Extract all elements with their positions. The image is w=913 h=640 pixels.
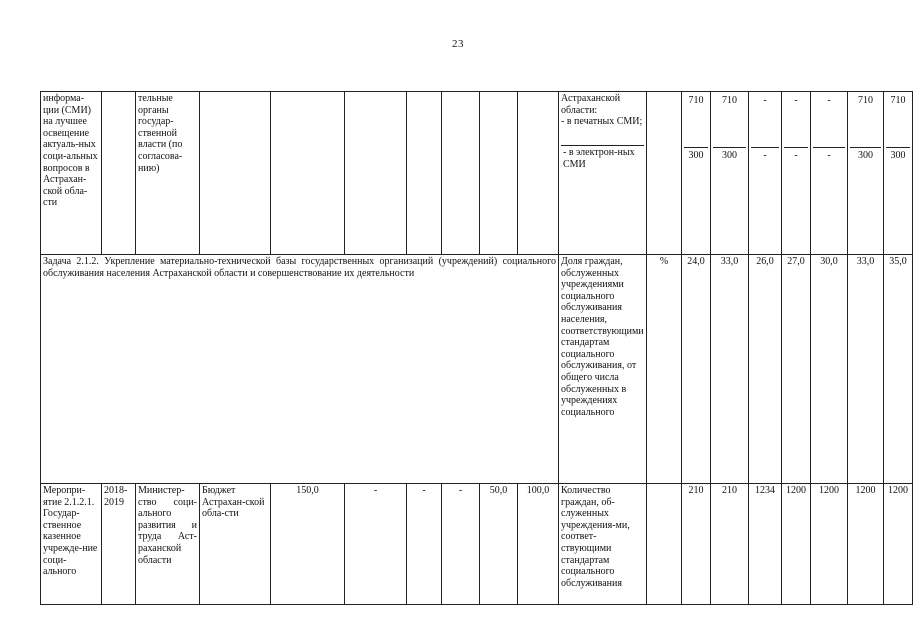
task-cell: Задача 2.1.2. Укрепление материально-технической базы государственных организаций (учреждений) социального обслуживания населения Астраханской области и совершенствование их деятельности (41, 255, 559, 484)
value-cell: - - (749, 92, 782, 255)
indicator-head: Астраханской области: (561, 93, 621, 116)
value-cell: 1234 (749, 484, 782, 605)
value-cell: 24,0 (682, 255, 711, 484)
finance-cell: 50,0 (480, 484, 518, 605)
indicator-print-media: - в печатных СМИ; (561, 116, 643, 128)
finance-cell (480, 92, 518, 255)
value-cell: 710 300 (848, 92, 884, 255)
finance-total-cell (271, 92, 345, 255)
finance-cell: - (345, 484, 407, 605)
source-cell: Бюджет Астрахан-ской обла-сти (200, 484, 271, 605)
value-cell: 26,0 (749, 255, 782, 484)
value-cell: 30,0 (811, 255, 848, 484)
finance-total-cell: 150,0 (271, 484, 345, 605)
page-number: 23 (452, 38, 464, 50)
years-cell: 2018-2019 (102, 484, 136, 605)
table-row (41, 484, 913, 605)
finance-cell: - (442, 484, 480, 605)
value-cell: 1200 (848, 484, 884, 605)
value-cell: 1200 (884, 484, 913, 605)
value-cell: 710 300 (711, 92, 749, 255)
value-cell: 35,0 (884, 255, 913, 484)
years-cell (102, 92, 136, 255)
value-cell: - - (811, 92, 848, 255)
indicator-cell: Количество граждан, об-служенных учреждения-ми, соответ-ствующими стандартам социального обслуживания (559, 484, 647, 605)
measure-name-cell: информа-ции (СМИ) на лучшее освещение актуаль-ных соци-альных вопросов в Астрахан-ской обла-сти (41, 92, 102, 255)
indicator-cell: Доля граждан, обслуженных учреждениями социального обслуживания населения, соответствующими стандартам социального обслуживания, от общего числа обслуженных в учреждениях социального (559, 255, 647, 484)
program-table (40, 91, 913, 605)
indicator-cell (559, 92, 647, 255)
table-row (41, 92, 913, 255)
finance-cell: 100,0 (518, 484, 559, 605)
table-row (41, 255, 913, 484)
indicator-electronic-media: - в электрон-ных СМИ (561, 145, 644, 170)
unit-cell (647, 484, 682, 605)
finance-cell: - (407, 484, 442, 605)
value-cell: 210 (682, 484, 711, 605)
unit-cell (647, 92, 682, 255)
value-cell: 210 (711, 484, 749, 605)
finance-cell (518, 92, 559, 255)
value-cell: 710 300 (682, 92, 711, 255)
executor-cell: тельные органы государ-ственной власти (по согласова-нию) (136, 92, 200, 255)
value-cell: 33,0 (711, 255, 749, 484)
measure-name-cell: Меропри-ятие 2.1.2.1. Государ-ственное казенное учрежде-ние соци-ального (41, 484, 102, 605)
finance-cell (442, 92, 480, 255)
unit-cell: % (647, 255, 682, 484)
executor-cell: Министер-ство соци-ального развития и труда Аст-раханской области (136, 484, 200, 605)
source-cell (200, 92, 271, 255)
value-cell: 27,0 (782, 255, 811, 484)
value-cell: 1200 (811, 484, 848, 605)
value-cell: 710 300 (884, 92, 913, 255)
value-cell: 33,0 (848, 255, 884, 484)
value-cell: 1200 (782, 484, 811, 605)
finance-cell (345, 92, 407, 255)
value-cell: - - (782, 92, 811, 255)
finance-cell (407, 92, 442, 255)
